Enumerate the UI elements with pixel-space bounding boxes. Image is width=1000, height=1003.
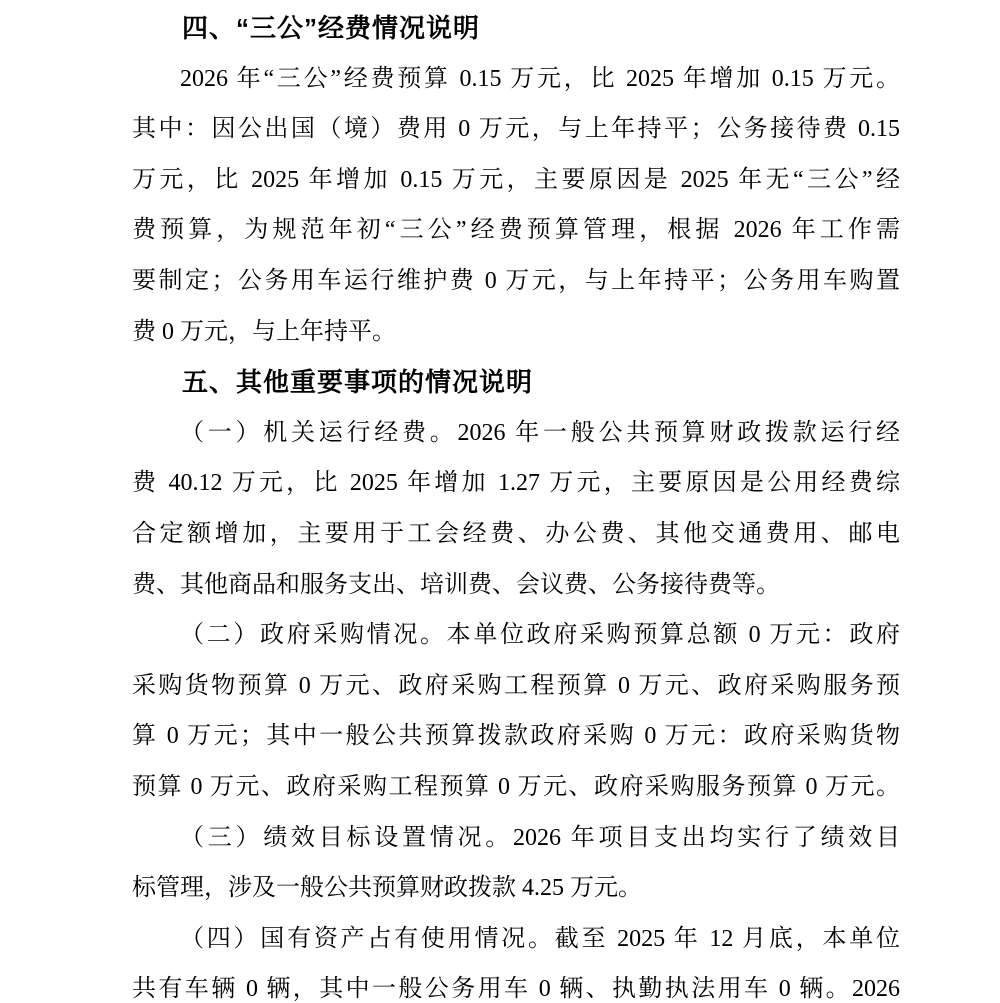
text-line: 采购货物预算 0 万元、政府采购工程预算 0 万元、政府采购服务预: [132, 672, 900, 699]
paragraph-three-public-funds: [132, 54, 900, 358]
paragraph-performance-targets: [132, 813, 900, 914]
text-line: 其中：因公出国（境）费用 0 万元，与上年持平；公务接待费 0.15: [132, 116, 900, 143]
text-line: 共有车辆 0 辆，其中一般公务用车 0 辆、执勤执法用车 0 辆。2026: [132, 976, 900, 1003]
heading-section-four: 四、“三公”经费情况说明: [182, 13, 481, 43]
text-line: （四）国有资产占有使用情况。截至 2025 年 12 月底，本单位: [180, 925, 900, 952]
text-line: 算 0 万元；其中一般公共预算拨款政府采购 0 万元：政府采购货物: [132, 723, 900, 750]
text-line: 费 40.12 万元，比 2025 年增加 1.27 万元，主要原因是公用经费综: [132, 470, 900, 497]
text-line: 要制定；公务用车运行维护费 0 万元，与上年持平；公务用车购置: [132, 267, 900, 294]
text-line: 万元，比 2025 年增加 0.15 万元，主要原因是 2025 年无“三公”经: [132, 166, 900, 193]
heading-section-five: 五、其他重要事项的情况说明: [182, 367, 534, 398]
text-line: （二）政府采购情况。本单位政府采购预算总额 0 万元：政府: [180, 622, 900, 649]
paragraph-government-procurement: [132, 610, 900, 812]
text-line: 合定额增加，主要用于工会经费、办公费、其他交通费用、邮电: [132, 520, 900, 547]
paragraph-agency-operating-funds: [132, 408, 900, 610]
text-line: （一）机关运行经费。2026 年一般公共预算财政拨款运行经: [180, 419, 900, 446]
text-line: 2026 年“三公”经费预算 0.15 万元，比 2025 年增加 0.15 万元。: [180, 65, 900, 92]
paragraph-state-owned-assets: [132, 914, 900, 1003]
text-line: 费预算，为规范年初“三公”经费预算管理，根据 2026 年工作需: [132, 217, 900, 244]
text-line: 费、其他商品和服务支出、培训费、会议费、公务接待费等。: [132, 571, 780, 598]
document-content: [132, 3, 900, 1003]
text-line: 标管理，涉及一般公共预算财政拨款 4.25 万元。: [132, 875, 642, 902]
text-line: （三）绩效目标设置情况。2026 年项目支出均实行了绩效目: [180, 824, 900, 851]
text-line: 费 0 万元，与上年持平。: [132, 318, 396, 345]
text-line: 预算 0 万元、政府采购工程预算 0 万元、政府采购服务预算 0 万元。: [132, 773, 900, 800]
